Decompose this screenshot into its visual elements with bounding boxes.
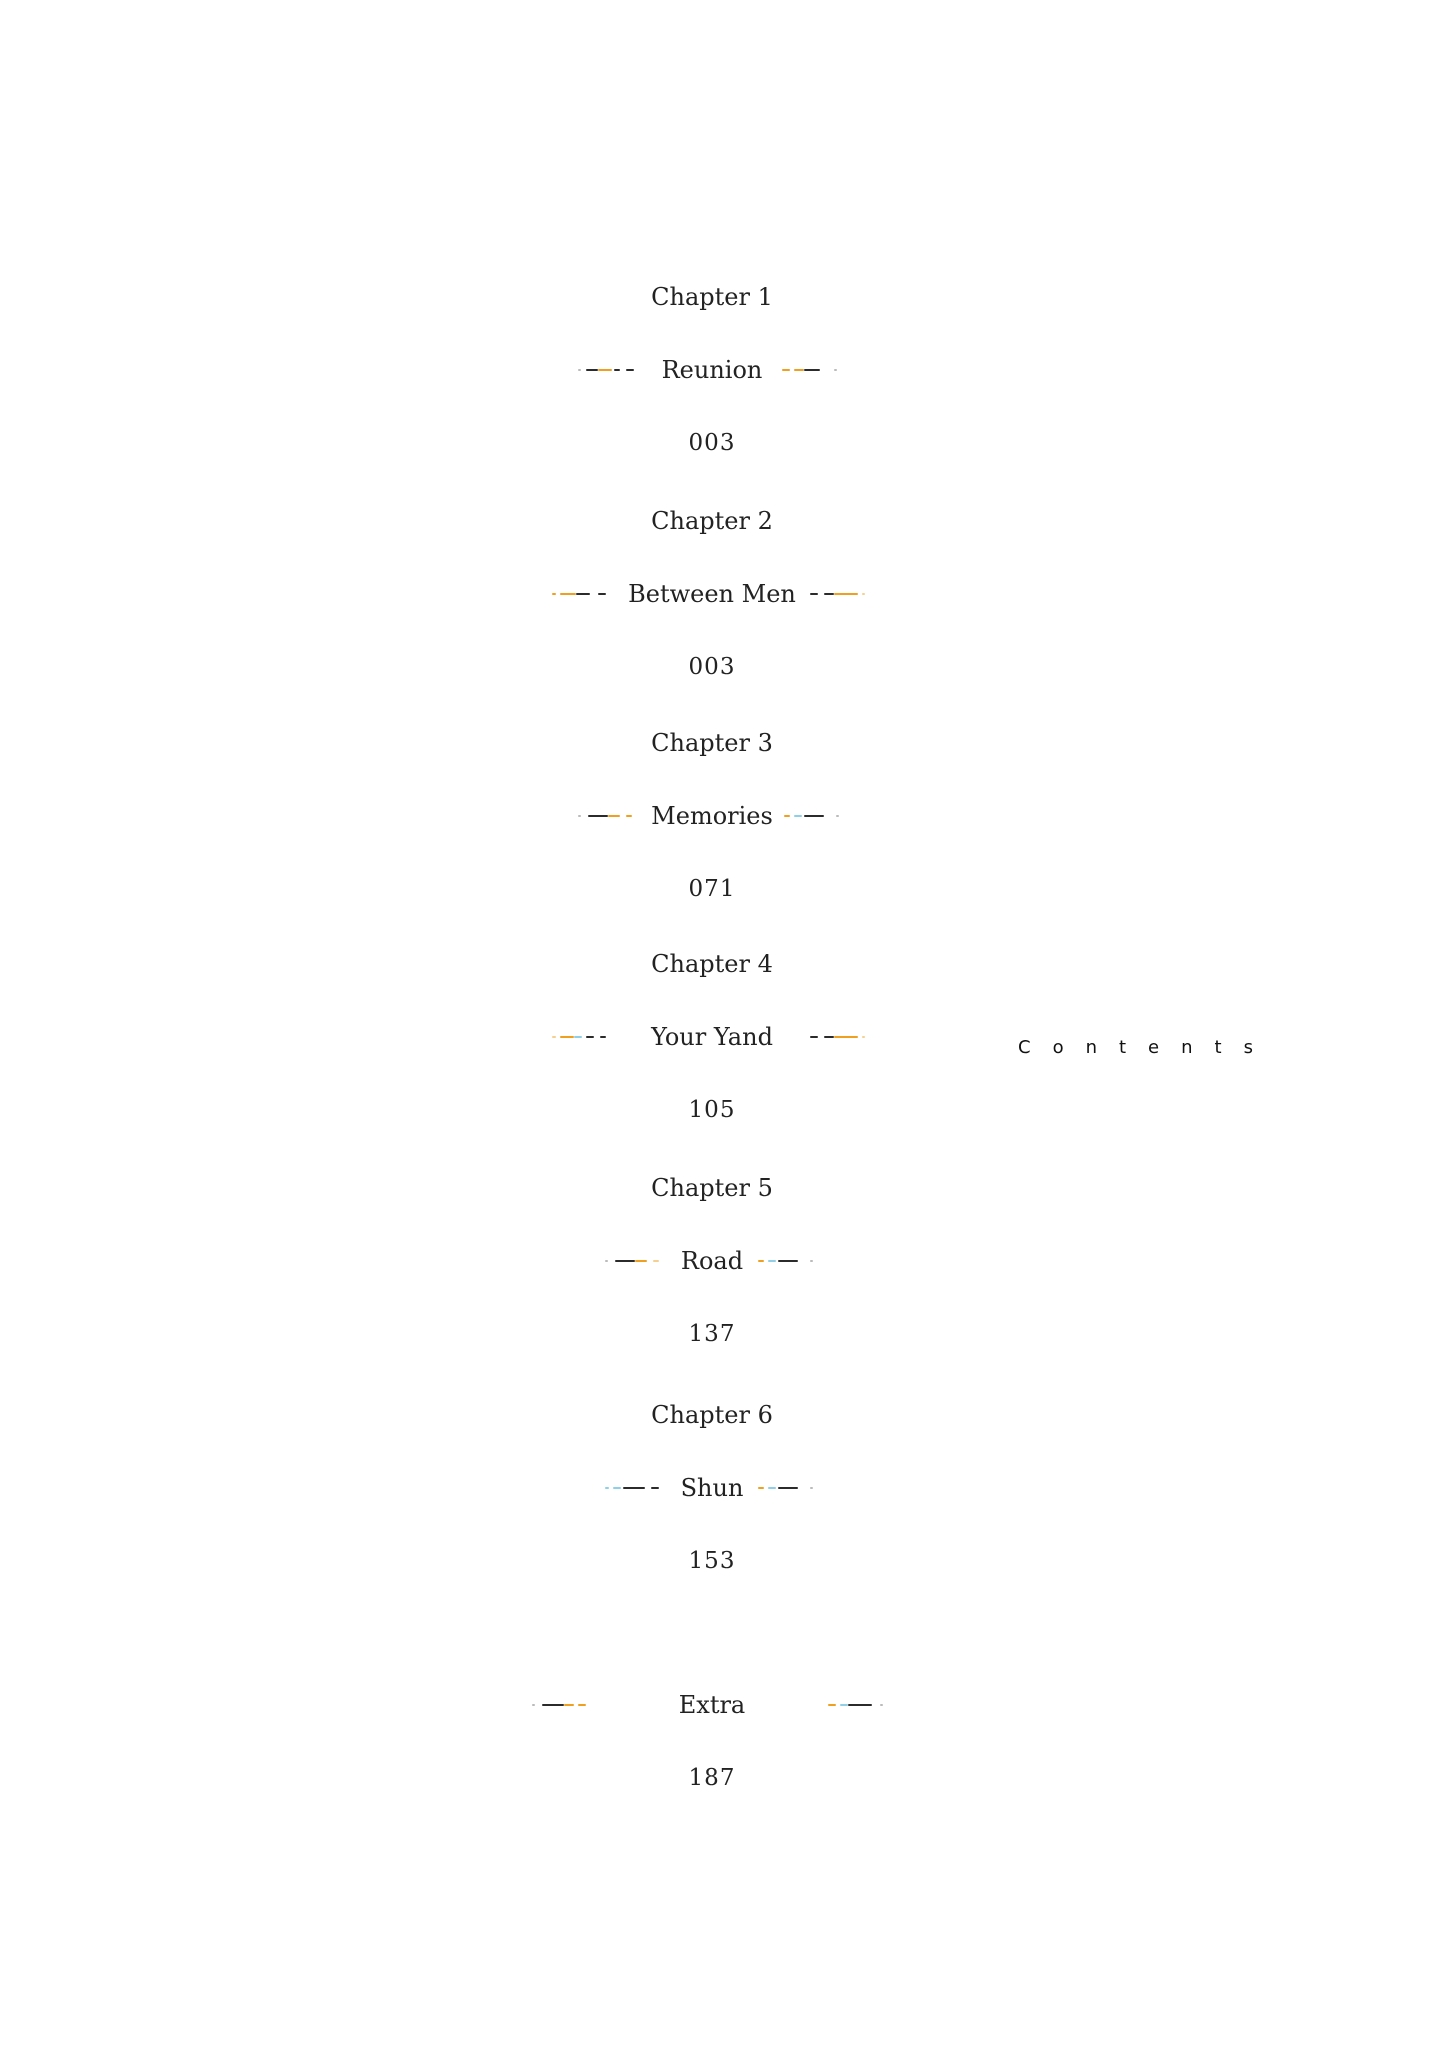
chapter-5-label: Chapter 5	[651, 1174, 773, 1202]
chapter-2-title: Between Men	[628, 580, 796, 608]
chapter-3-title-row	[0, 800, 1441, 832]
right-ornament	[828, 1704, 884, 1707]
chapter-2-page: 003	[688, 654, 736, 680]
chapter-6-page: 153	[688, 1548, 736, 1574]
left-ornament	[605, 1487, 661, 1490]
chapter-6-label: Chapter 6	[651, 1401, 773, 1429]
chapter-5-page: 137	[688, 1321, 736, 1347]
right-ornament	[758, 1260, 814, 1263]
right-ornament	[758, 1487, 814, 1490]
left-ornament	[532, 1704, 588, 1707]
left-ornament	[552, 593, 608, 596]
chapter-3-label: Chapter 3	[651, 729, 773, 757]
chapter-3-title: Memories	[651, 802, 773, 830]
chapter-1-title-row	[0, 354, 1441, 386]
chapter-6-title-row	[0, 1472, 1441, 1504]
extra-page: 187	[688, 1765, 736, 1791]
chapter-5-title: Road	[680, 1247, 744, 1275]
chapter-4-title: Your Yand	[651, 1023, 773, 1051]
right-ornament	[810, 593, 866, 596]
chapter-3-page: 071	[688, 876, 736, 902]
chapter-1-page: 003	[688, 430, 736, 456]
chapter-4-page: 105	[688, 1097, 736, 1123]
right-ornament	[782, 369, 838, 372]
left-ornament	[578, 369, 634, 372]
chapter-6-title: Shun	[680, 1474, 744, 1502]
contents-heading: Contents	[1018, 1037, 1275, 1058]
left-ornament	[552, 1036, 608, 1039]
right-ornament	[784, 815, 840, 818]
chapter-4-label: Chapter 4	[651, 950, 773, 978]
left-ornament	[578, 815, 634, 818]
right-ornament	[810, 1036, 866, 1039]
chapter-1-label: Chapter 1	[651, 283, 773, 311]
extra-title: Extra	[678, 1691, 746, 1719]
left-ornament	[605, 1260, 661, 1263]
chapter-2-title-row	[0, 578, 1441, 610]
chapter-5-title-row	[0, 1245, 1441, 1277]
chapter-2-label: Chapter 2	[651, 507, 773, 535]
extra-title-row	[0, 1689, 1441, 1721]
chapter-1-title: Reunion	[661, 356, 763, 384]
